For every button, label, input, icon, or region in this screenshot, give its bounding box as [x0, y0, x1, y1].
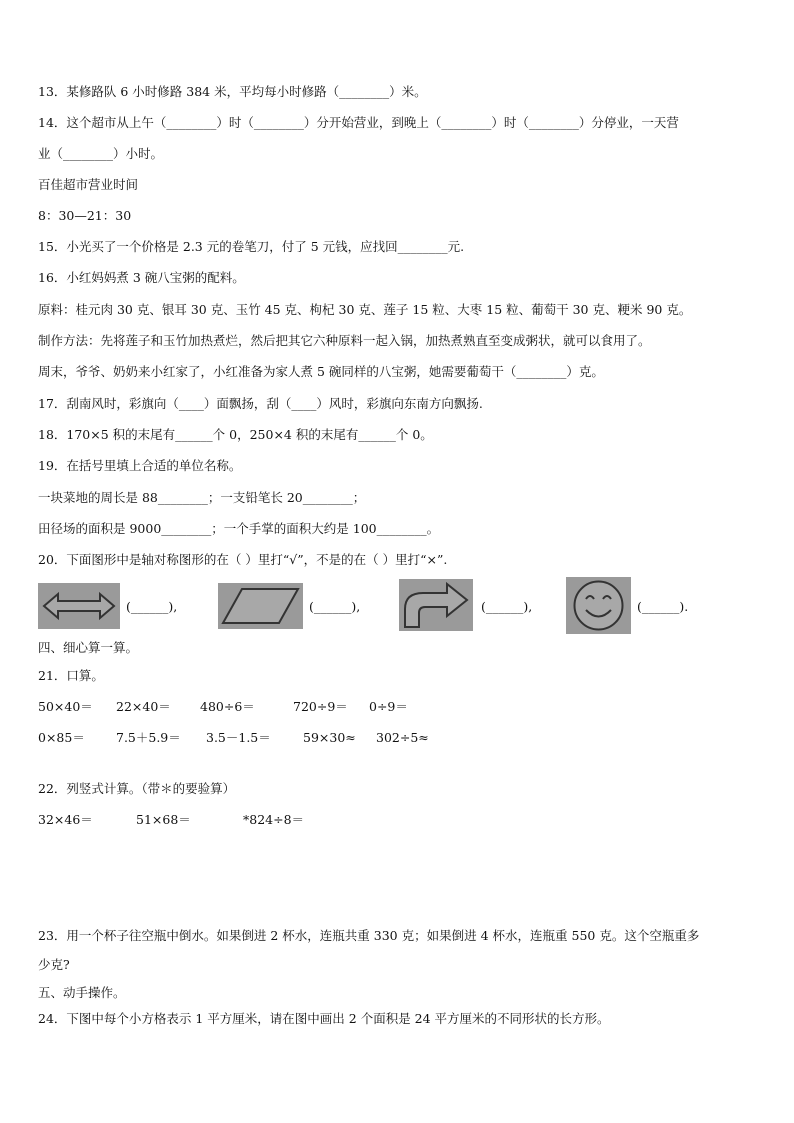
question-13: 13．某修路队 6 小时修路 384 米，平均每小时修路（________）米。 [38, 84, 427, 99]
question-16: 16．小红妈妈煮 3 碗八宝粥的配料。 [38, 270, 245, 285]
q20-blank-3[interactable]: (______), [481, 599, 533, 614]
calc-item: 720÷9＝ [293, 699, 348, 714]
question-16-ingredients: 原料：桂元肉 30 克、银耳 30 克、玉竹 45 克、枸杞 30 克、莲子 15 粒、大枣 15 粒、葡萄干 30 克、粳米 90 克。 [38, 302, 692, 317]
q20-blank-1[interactable]: (______), [126, 599, 178, 614]
calc-item: 59×30≈ [303, 730, 356, 745]
calc-item: 480÷6＝ [200, 699, 255, 714]
calc-item: 50×40＝ [38, 699, 93, 714]
question-22: 22．列竖式计算。（带＊的要验算） [38, 781, 236, 796]
question-19-b: 田径场的面积是 9000________；一个手掌的面积大约是 100________。 [38, 521, 440, 536]
calc-item: 22×40＝ [116, 699, 171, 714]
calc-item: 0×85＝ [38, 730, 85, 745]
calc-item: 51×68＝ [136, 812, 191, 827]
calc-item: 7.5＋5.9＝ [116, 730, 181, 745]
q20-blank-4[interactable]: (______). [637, 599, 689, 614]
question-15: 15．小光买了一个价格是 2.3 元的卷笔刀，付了 5 元钱，应找回________元. [38, 239, 465, 254]
store-hours-time: 8：30—21：30 [38, 208, 132, 223]
calc-item: 302÷5≈ [376, 730, 429, 745]
question-18: 18．170×5 积的末尾有______个 0，250×4 积的末尾有______个 0。 [38, 427, 433, 442]
question-16-method: 制作方法：先将莲子和玉竹加热煮烂，然后把其它六种原料一起入锅，加热煮熟直至变成粥状，就可以食用了。 [38, 333, 651, 348]
double-arrow-icon [38, 583, 120, 629]
question-14-line1: 14．这个超市从上午（________）时（________）分开始营业，到晚上（________）时（________）分停业，一天营 [38, 115, 679, 130]
q20-blank-2[interactable]: (______), [309, 599, 361, 614]
question-23-line1: 23．用一个杯子往空瓶中倒水。如果倒进 2 杯水，连瓶共重 330 克；如果倒进 4 杯水，连瓶重 550 克。这个空瓶重多 [38, 928, 700, 943]
question-19-a: 一块菜地的周长是 88________；一支铅笔长 20________； [38, 490, 366, 505]
store-hours-title: 百佳超市营业时间 [38, 177, 139, 192]
section-4-heading: 四、细心算一算。 [38, 640, 139, 655]
parallelogram-icon [218, 583, 303, 629]
question-14-line2: 业（________）小时。 [38, 146, 164, 161]
question-23-line2: 少克? [38, 957, 70, 972]
section-5-heading: 五、动手操作。 [38, 985, 126, 1000]
turn-arrow-icon [399, 579, 473, 631]
smiley-face-icon [566, 577, 631, 634]
calc-item: *824÷8＝ [243, 812, 305, 827]
calc-item: 32×46＝ [38, 812, 93, 827]
calc-item: 3.5－1.5＝ [206, 730, 271, 745]
question-17: 17．刮南风时，彩旗向（____）面飘扬，刮（____）风时，彩旗向东南方向飘扬. [38, 396, 483, 411]
question-24: 24．下图中每个小方格表示 1 平方厘米，请在图中画出 2 个面积是 24 平方厘米的不同形状的长方形。 [38, 1011, 610, 1026]
question-20: 20．下面图形中是轴对称图形的在（ ）里打“√”，不是的在（ ）里打“×”. [38, 552, 448, 567]
question-21: 21．口算。 [38, 668, 104, 683]
question-19: 19．在括号里填上合适的单位名称。 [38, 458, 242, 473]
question-16-question: 周末，爷爷、奶奶来小红家了，小红准备为家人煮 5 碗同样的八宝粥，她需要葡萄干（________）克。 [38, 364, 604, 379]
calc-item: 0÷9＝ [369, 699, 408, 714]
